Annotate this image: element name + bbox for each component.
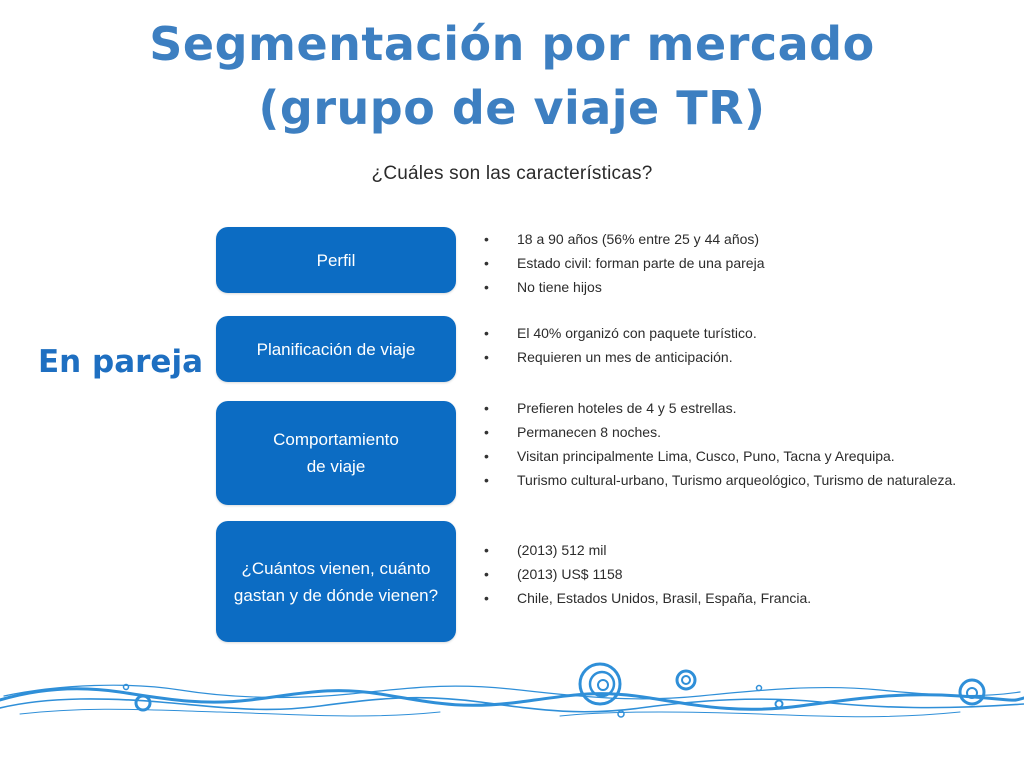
wave-lines — [0, 685, 1024, 717]
bullet-item: • Permanecen 8 noches. — [484, 420, 956, 444]
bullet-item: • El 40% organizó con paquete turístico. — [484, 321, 757, 345]
wave-decoration — [0, 640, 1024, 768]
slide-title — [0, 12, 1024, 140]
slide-title-line-2: (grupo de viaje TR) — [258, 81, 766, 135]
section-box-perfil: Perfil — [216, 227, 456, 293]
bullet-item: • Visitan principalmente Lima, Cusco, Puno, Tacna y Arequipa. — [484, 444, 956, 468]
bullet-list-comportamiento — [484, 396, 956, 492]
bullet-item: • 18 a 90 años (56% entre 25 y 44 años) — [484, 227, 764, 251]
bullet-list-planificacion — [484, 321, 757, 369]
bullet-item: • Estado civil: forman parte de una pareja — [484, 251, 764, 275]
bullet-item: • (2013) US$ 1158 — [484, 562, 811, 586]
bullet-item: • Chile, Estados Unidos, Brasil, España, Francia. — [484, 586, 811, 610]
bullet-item: • No tiene hijos — [484, 275, 764, 299]
bullet-list-cuantos-vienen — [484, 538, 811, 610]
section-box-planificacion: Planificación de viaje — [216, 316, 456, 382]
bullet-item: • Turismo cultural-urbano, Turismo arqueológico, Turismo de naturaleza. — [484, 468, 956, 492]
segment-label: En pareja — [38, 344, 204, 380]
slide-title-line-1: Segmentación por mercado — [149, 17, 875, 71]
bullet-item: • Requieren un mes de anticipación. — [484, 345, 757, 369]
slide-subtitle: ¿Cuáles son las características? — [371, 163, 653, 184]
section-box-comportamiento: Comportamiento de viaje — [216, 401, 456, 505]
bullet-item: • (2013) 512 mil — [484, 538, 811, 562]
bullet-list-perfil — [484, 227, 764, 299]
section-box-cuantos-vienen: ¿Cuántos vienen, cuánto gastan y de dónde vienen? — [216, 521, 456, 642]
bullet-item: • Prefieren hoteles de 4 y 5 estrellas. — [484, 396, 956, 420]
